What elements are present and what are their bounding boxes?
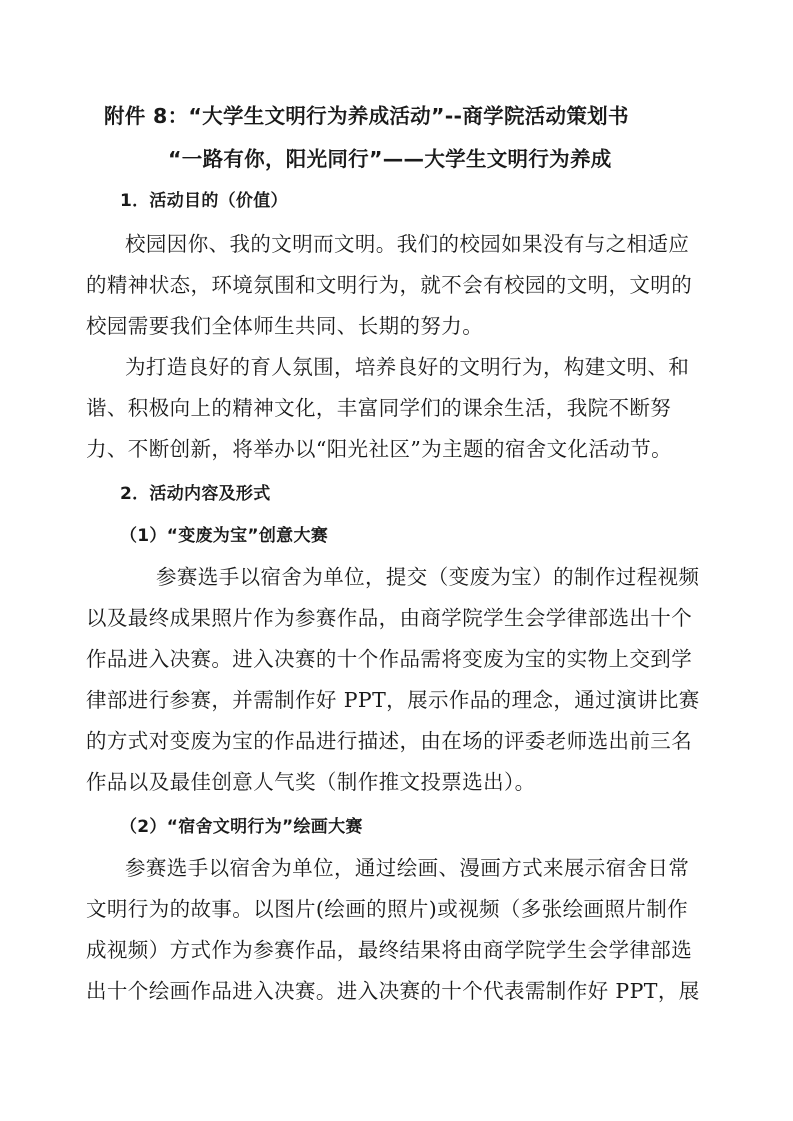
paragraph-line: 校园需要我们全体师生共同、长期的努力。 xyxy=(86,314,484,338)
paragraph-line: 的精神状态，环境氛围和文明行为，就不会有校园的文明，文明的 xyxy=(86,273,693,297)
paragraph-line: 文明行为的故事。以图片(绘画的照片)或视频（多张绘画照片制作 xyxy=(86,897,688,921)
paragraph-line: 参赛选手以宿舍为单位，通过绘画、漫画方式来展示宿舍日常 xyxy=(125,856,690,880)
document-title-line-2: “一路有你，阳光同行”——大学生文明行为养成 xyxy=(168,147,612,171)
paragraph-line: 成视频）方式作为参赛作品，最终结果将由商学院学生会学律部选 xyxy=(86,938,693,962)
paragraph-line: 作品以及最佳创意人气奖（制作推文投票选出）。 xyxy=(86,770,536,794)
paragraph-line: 为打造良好的育人氛围，培养良好的文明行为，构建文明、和 xyxy=(125,355,690,379)
section-1-heading: 1．活动目的（价值） xyxy=(120,191,288,211)
paragraph-line: 出十个绘画作品进入决赛。进入决赛的十个代表需制作好 PPT，展 xyxy=(86,979,700,1003)
paragraph-line: 校园因你、我的文明而文明。我们的校园如果没有与之相适应 xyxy=(125,232,690,256)
item-1-heading: （1）“变废为宝”创意大赛 xyxy=(120,526,329,546)
paragraph-line: 谐、积极向上的精神文化，丰富同学们的课余生活，我院不断努 xyxy=(86,396,672,420)
paragraph-line: 力、不断创新，将举办以“阳光社区”为主题的宿舍文化活动节。 xyxy=(86,437,673,461)
item-2-heading: （2）“宿舍文明行为”绘画大赛 xyxy=(120,817,363,837)
paragraph-line: 作品进入决赛。进入决赛的十个作品需将变废为宝的实物上交到学 xyxy=(86,647,693,671)
section-2-heading: 2．活动内容及形式 xyxy=(120,484,271,504)
document-title-line-1: 附件 8：“大学生文明行为养成活动”--商学院活动策划书 xyxy=(104,104,629,128)
paragraph-line: 参赛选手以宿舍为单位，提交（变废为宝）的制作过程视频 xyxy=(156,565,700,589)
paragraph-line: 律部进行参赛，并需制作好 PPT，展示作品的理念，通过演讲比赛 xyxy=(86,688,700,712)
paragraph-line: 的方式对变废为宝的作品进行描述，由在场的评委老师选出前三名 xyxy=(86,729,693,753)
paragraph-line: 以及最终成果照片作为参赛作品，由商学院学生会学律部选出十个 xyxy=(86,606,693,630)
